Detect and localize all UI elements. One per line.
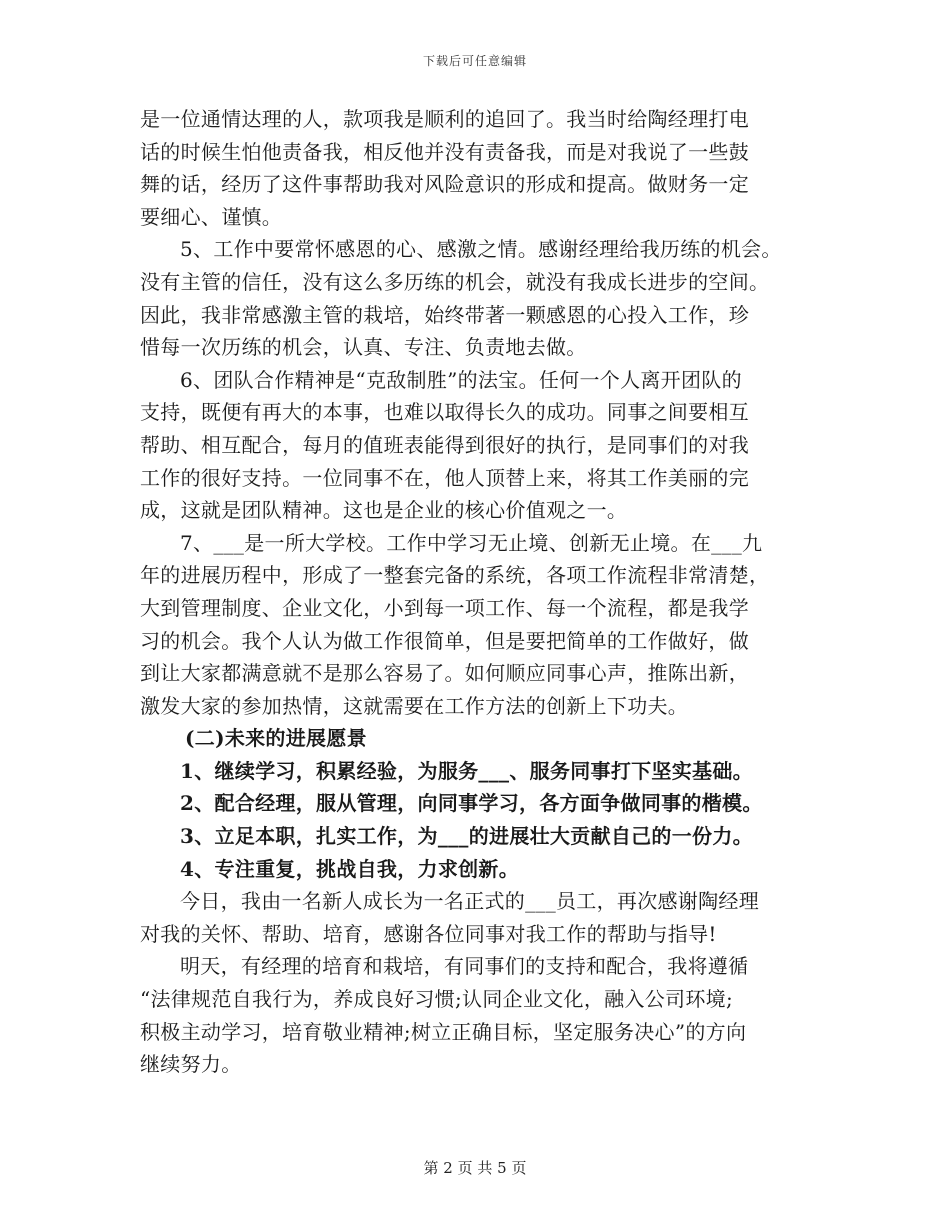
paragraph-line: 习的机会。我个人认为做工作很简单，但是要把简单的工作做好，做 (140, 628, 749, 653)
section-heading: (二)未来的进展愿景 (185, 726, 367, 751)
paragraph-line: 年的进展历程中，形成了一整套完备的系统，各项工作流程非常清楚， (140, 563, 770, 588)
vision-item: 3、立足本职，扎实工作，为___的进展壮大贡献自己的一份力。 (180, 824, 753, 849)
paragraph-line: 明天，有经理的培育和栽培，有同事们的支持和配合，我将遵循 (180, 954, 749, 979)
paragraph-line: 7、___是一所大学校。工作中学习无止境、创新无止境。在___九 (180, 530, 763, 555)
paragraph-line: 成，这就是团队精神。这也是企业的核心价值观之一。 (140, 498, 628, 523)
paragraph-line: 到让大家都满意就不是那么容易了。如何顺应同事心声，推陈出新， (140, 661, 749, 686)
vision-item: 1、继续学习，积累经验，为服务___、服务同事打下坚实基础。 (180, 758, 753, 783)
paragraph-line: 因此，我非常感激主管的栽培，始终带著一颗感恩的心投入工作，珍 (140, 302, 749, 327)
vision-item: 2、配合经理，服从管理，向同事学习，各方面争做同事的楷模。 (180, 791, 763, 816)
paragraph-line: 舞的话，经历了这件事帮助我对风险意识的形成和提高。做财务一定 (140, 172, 749, 197)
paragraph-line: 要细心、谨慎。 (140, 204, 283, 229)
paragraph-line: 积极主动学习，培育敬业精神;树立正确目标，坚定服务决心”的方向 (140, 1019, 747, 1044)
paragraph-line: 对我的关怀、帮助、培育，感谢各位同事对我工作的帮助与指导! (140, 921, 717, 946)
document-body (140, 103, 830, 1081)
paragraph-line: 6、团队合作精神是“克敌制胜”的法宝。任何一个人离开团队的 (180, 367, 742, 392)
paragraph-line: 5、工作中要常怀感恩的心、感激之情。感谢经理给我历练的机会。 (180, 237, 782, 262)
paragraph-line: 工作的很好支持。一位同事不在，他人顶替上来，将其工作美丽的完 (140, 465, 749, 490)
paragraph-line: 惜每一次历练的机会，认真、专注、负责地去做。 (140, 335, 587, 360)
paragraph-line: 帮助、相互配合，每月的值班表能得到很好的执行，是同事们的对我 (140, 432, 749, 457)
paragraph-line: 继续努力。 (140, 1052, 242, 1077)
paragraph-line: 激发大家的参加热情，这就需要在工作方法的创新上下功夫。 (140, 693, 689, 718)
paragraph-line: “法律规范自我行为，养成良好习惯;认同企业文化，融入公司环境; (140, 987, 734, 1012)
page-header: 下载后可任意编辑 (422, 54, 527, 68)
page-number: 第 2 页 共 5 页 (423, 1159, 527, 1177)
paragraph-line: 话的时候生怕他责备我，相反他并没有责备我，而是对我说了一些鼓 (140, 139, 749, 164)
paragraph-line: 支持，既便有再大的本事，也难以取得长久的成功。同事之间要相互 (140, 400, 749, 425)
paragraph-line: 大到管理制度、企业文化，小到每一项工作、每一个流程，都是我学 (140, 595, 749, 620)
paragraph-line: 是一位通情达理的人，款项我是顺利的追回了。我当时给陶经理打电 (140, 107, 749, 131)
paragraph-line: 没有主管的信任，没有这么多历练的机会，就没有我成长进步的空间。 (140, 269, 770, 294)
paragraph-line: 今日，我由一名新人成长为一名正式的___员工，再次感谢陶经理 (180, 889, 759, 914)
vision-item: 4、专注重复，挑战自我，力求创新。 (180, 856, 520, 881)
